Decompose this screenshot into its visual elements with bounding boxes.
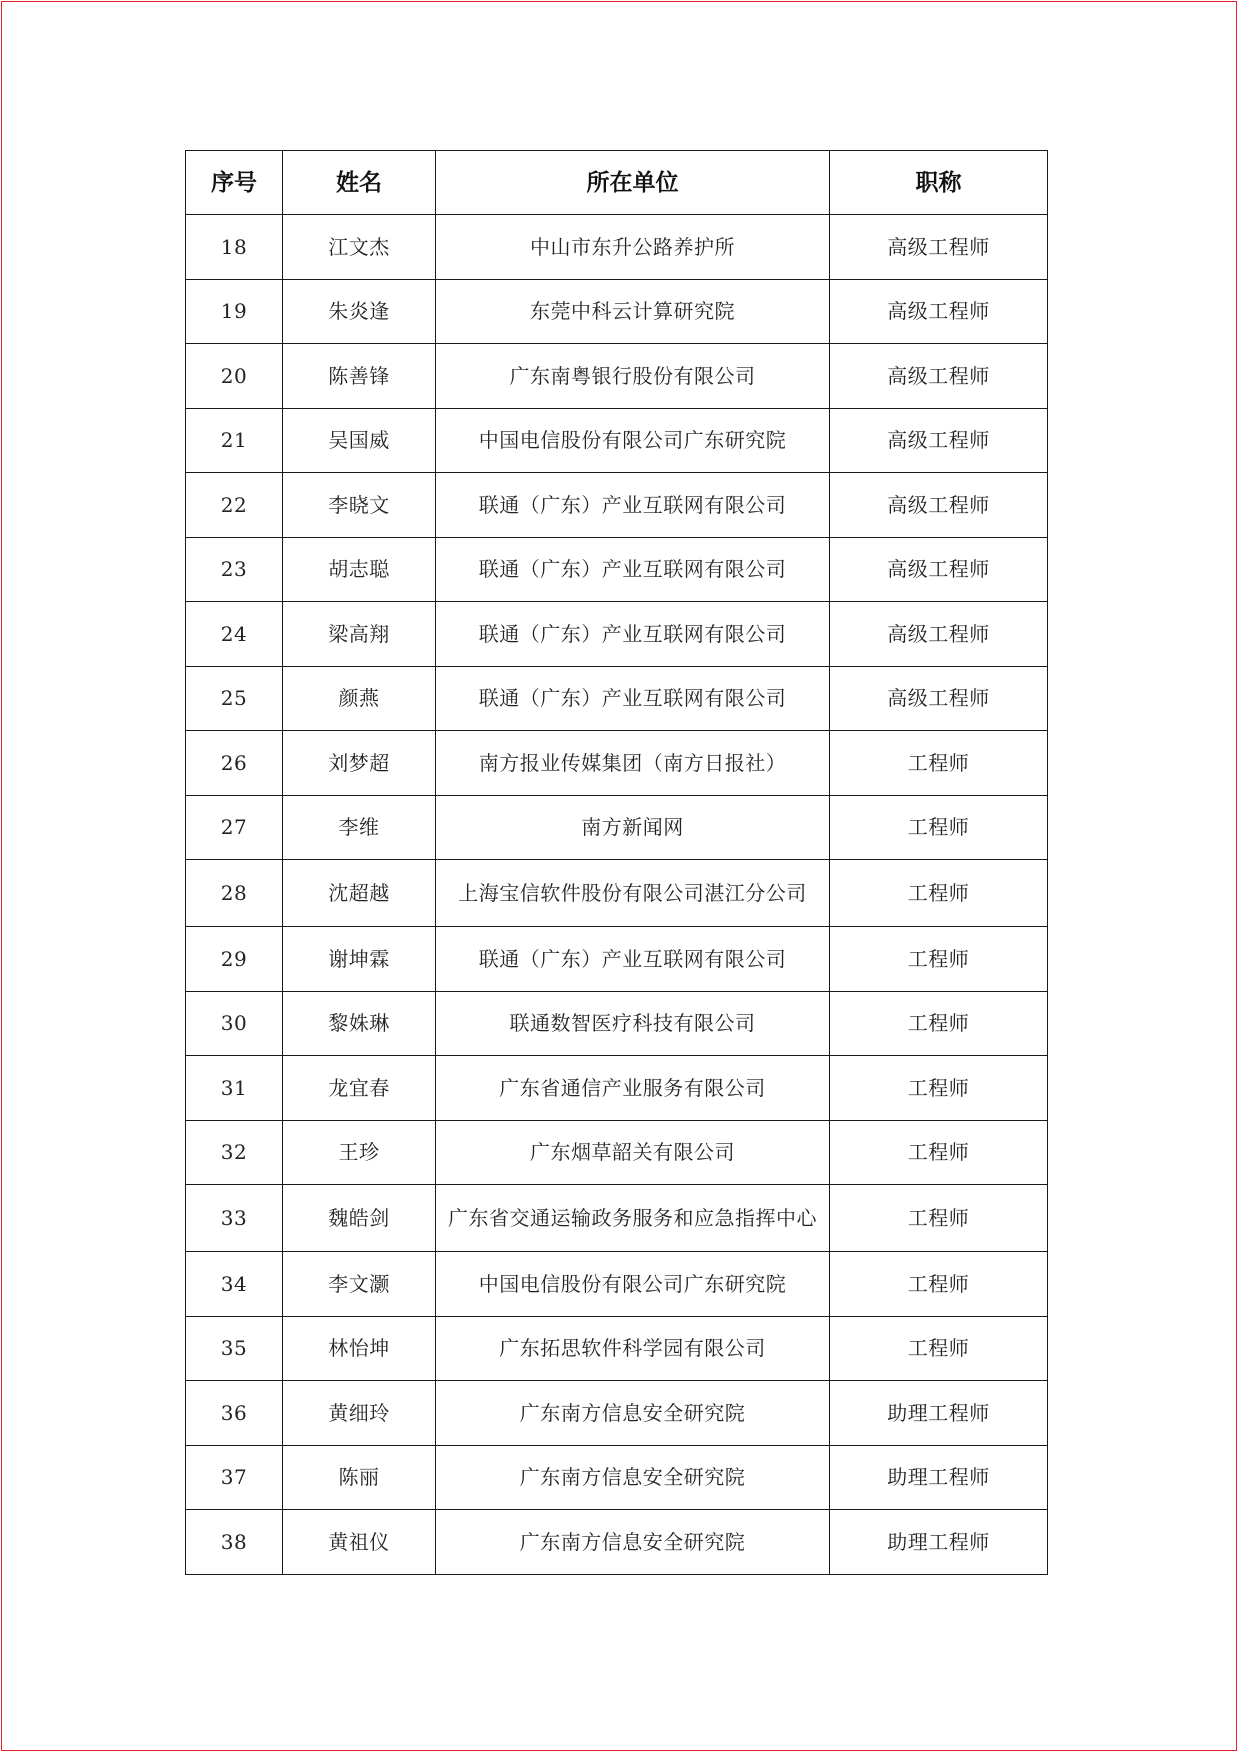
cell-job-title: 工程师 (830, 1185, 1048, 1252)
cell-organization: 中国电信股份有限公司广东研究院 (436, 1252, 830, 1317)
table-row (186, 1185, 1048, 1252)
cell-name: 黄细玲 (283, 1381, 436, 1446)
cell-organization: 联通（广东）产业互联网有限公司 (436, 473, 830, 538)
table-row (186, 1510, 1048, 1575)
table-row (186, 473, 1048, 538)
cell-name: 陈丽 (283, 1445, 436, 1510)
table-row (186, 1316, 1048, 1381)
header-organization: 所在单位 (436, 151, 830, 215)
cell-serial-number: 24 (186, 602, 283, 667)
cell-name: 梁高翔 (283, 602, 436, 667)
table-row (186, 344, 1048, 409)
cell-job-title: 高级工程师 (830, 537, 1048, 602)
table-row (186, 1120, 1048, 1185)
cell-job-title: 工程师 (830, 860, 1048, 927)
header-name: 姓名 (283, 151, 436, 215)
cell-organization: 南方新闻网 (436, 795, 830, 860)
cell-name: 刘梦超 (283, 731, 436, 796)
table-row (186, 1381, 1048, 1446)
table-row (186, 1056, 1048, 1121)
cell-job-title: 助理工程师 (830, 1445, 1048, 1510)
header-job-title: 职称 (830, 151, 1048, 215)
cell-name: 李文灏 (283, 1252, 436, 1317)
cell-serial-number: 21 (186, 408, 283, 473)
cell-name: 胡志聪 (283, 537, 436, 602)
cell-organization: 广东烟草韶关有限公司 (436, 1120, 830, 1185)
cell-serial-number: 37 (186, 1445, 283, 1510)
header-serial-number: 序号 (186, 151, 283, 215)
header-row (186, 151, 1048, 215)
cell-job-title: 工程师 (830, 1252, 1048, 1317)
table-row (186, 1445, 1048, 1510)
cell-name: 黎姝琳 (283, 991, 436, 1056)
cell-name: 谢坤霖 (283, 927, 436, 992)
cell-job-title: 工程师 (830, 1120, 1048, 1185)
table-row (186, 927, 1048, 992)
cell-name: 吴国威 (283, 408, 436, 473)
cell-name: 龙宜春 (283, 1056, 436, 1121)
cell-job-title: 助理工程师 (830, 1381, 1048, 1446)
cell-name: 颜燕 (283, 666, 436, 731)
cell-serial-number: 20 (186, 344, 283, 409)
cell-organization: 广东拓思软件科学园有限公司 (436, 1316, 830, 1381)
cell-job-title: 高级工程师 (830, 344, 1048, 409)
cell-job-title: 高级工程师 (830, 279, 1048, 344)
cell-serial-number: 33 (186, 1185, 283, 1252)
cell-job-title: 高级工程师 (830, 473, 1048, 538)
cell-job-title: 高级工程师 (830, 666, 1048, 731)
cell-organization: 上海宝信软件股份有限公司湛江分公司 (436, 860, 830, 927)
cell-job-title: 工程师 (830, 927, 1048, 992)
cell-serial-number: 36 (186, 1381, 283, 1446)
cell-job-title: 工程师 (830, 795, 1048, 860)
cell-organization: 广东南方信息安全研究院 (436, 1510, 830, 1575)
cell-job-title: 高级工程师 (830, 602, 1048, 667)
cell-organization: 广东南方信息安全研究院 (436, 1445, 830, 1510)
cell-serial-number: 31 (186, 1056, 283, 1121)
table-row (186, 991, 1048, 1056)
cell-organization: 联通（广东）产业互联网有限公司 (436, 602, 830, 667)
table-row (186, 408, 1048, 473)
cell-serial-number: 29 (186, 927, 283, 992)
cell-serial-number: 22 (186, 473, 283, 538)
cell-serial-number: 28 (186, 860, 283, 927)
cell-organization: 广东省通信产业服务有限公司 (436, 1056, 830, 1121)
table-row (186, 860, 1048, 927)
cell-organization: 联通数智医疗科技有限公司 (436, 991, 830, 1056)
cell-serial-number: 34 (186, 1252, 283, 1317)
cell-organization: 广东南方信息安全研究院 (436, 1381, 830, 1446)
table-row (186, 279, 1048, 344)
cell-organization: 广东省交通运输政务服务和应急指挥中心 (436, 1185, 830, 1252)
cell-job-title: 工程师 (830, 731, 1048, 796)
cell-job-title: 工程师 (830, 991, 1048, 1056)
table-row (186, 602, 1048, 667)
cell-name: 陈善锋 (283, 344, 436, 409)
cell-name: 江文杰 (283, 215, 436, 280)
cell-job-title: 助理工程师 (830, 1510, 1048, 1575)
cell-name: 黄祖仪 (283, 1510, 436, 1575)
cell-organization: 中国电信股份有限公司广东研究院 (436, 408, 830, 473)
cell-organization: 联通（广东）产业互联网有限公司 (436, 666, 830, 731)
cell-organization: 联通（广东）产业互联网有限公司 (436, 537, 830, 602)
cell-serial-number: 38 (186, 1510, 283, 1575)
table-row (186, 795, 1048, 860)
cell-serial-number: 18 (186, 215, 283, 280)
cell-job-title: 高级工程师 (830, 408, 1048, 473)
table-row (186, 731, 1048, 796)
cell-name: 林怡坤 (283, 1316, 436, 1381)
cell-serial-number: 35 (186, 1316, 283, 1381)
cell-serial-number: 25 (186, 666, 283, 731)
cell-job-title: 工程师 (830, 1056, 1048, 1121)
cell-name: 朱炎逢 (283, 279, 436, 344)
table-row (186, 1252, 1048, 1317)
cell-name: 王珍 (283, 1120, 436, 1185)
table-row (186, 537, 1048, 602)
cell-organization: 东莞中科云计算研究院 (436, 279, 830, 344)
cell-serial-number: 27 (186, 795, 283, 860)
cell-serial-number: 26 (186, 731, 283, 796)
table-row (186, 666, 1048, 731)
cell-serial-number: 30 (186, 991, 283, 1056)
cell-job-title: 高级工程师 (830, 215, 1048, 280)
cell-job-title: 工程师 (830, 1316, 1048, 1381)
cell-serial-number: 32 (186, 1120, 283, 1185)
cell-organization: 广东南粤银行股份有限公司 (436, 344, 830, 409)
cell-organization: 南方报业传媒集团（南方日报社） (436, 731, 830, 796)
roster-table (185, 150, 1048, 1575)
table-row (186, 215, 1048, 280)
cell-name: 李维 (283, 795, 436, 860)
cell-organization: 联通（广东）产业互联网有限公司 (436, 927, 830, 992)
cell-name: 李晓文 (283, 473, 436, 538)
cell-name: 沈超越 (283, 860, 436, 927)
cell-serial-number: 19 (186, 279, 283, 344)
cell-organization: 中山市东升公路养护所 (436, 215, 830, 280)
cell-serial-number: 23 (186, 537, 283, 602)
cell-name: 魏皓剑 (283, 1185, 436, 1252)
